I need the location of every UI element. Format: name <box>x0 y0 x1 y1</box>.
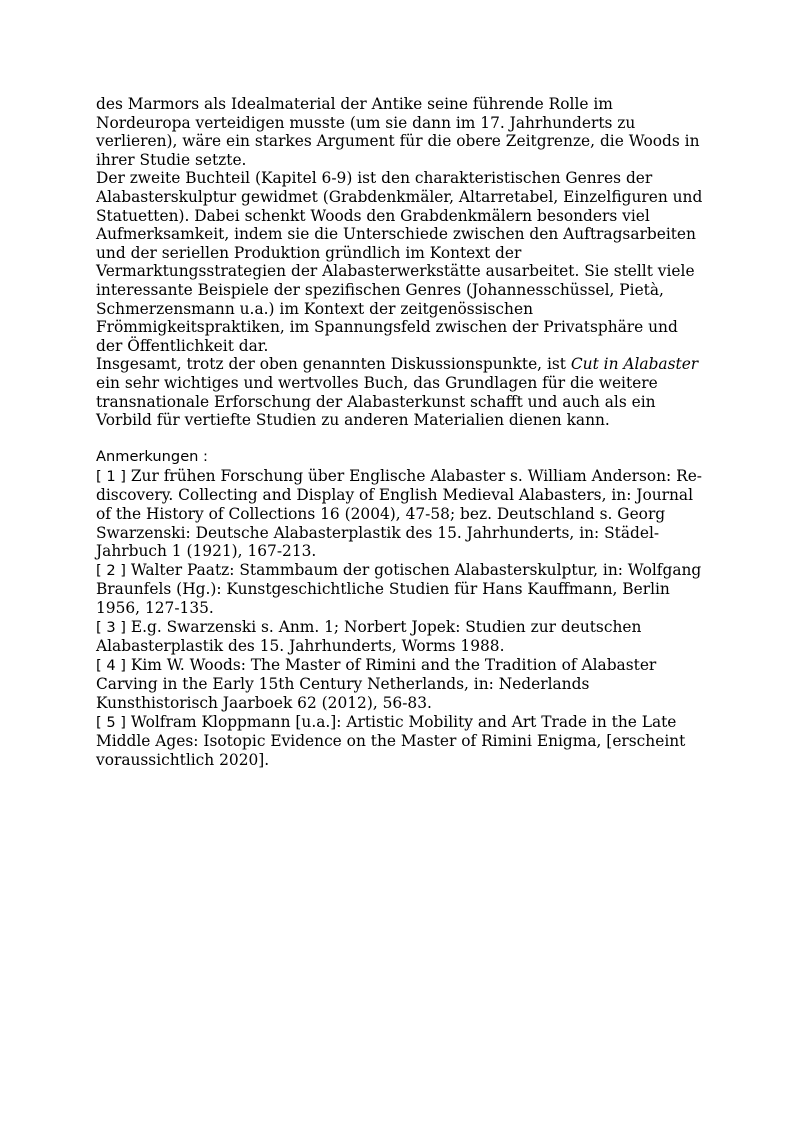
note-5-number: [ 5 ] <box>96 713 126 731</box>
note-2-text: Walter Paatz: Stammbaum der gotischen Alabasterskulptur, in: Wolfgang Braunfels (Hg.): Kunstgeschichtliche Studien für Hans Kauffmann, Berlin 1956, 127-135. <box>96 560 702 618</box>
note-2 <box>96 561 708 618</box>
section-spacer <box>96 430 708 449</box>
note-1 <box>96 467 708 561</box>
note-3 <box>96 618 708 656</box>
notes-heading: Anmerkungen : <box>96 448 208 466</box>
document-page <box>96 95 708 769</box>
book-title-italic: Cut in Alabaster <box>570 355 699 374</box>
paragraph-3-text-start: Insgesamt, trotz der oben genannten Diskussionspunkte, ist <box>96 355 571 374</box>
note-5 <box>96 713 708 770</box>
note-4-number: [ 4 ] <box>96 656 126 674</box>
note-5-text: Wolfram Kloppmann [u.a.]: Artistic Mobility and Art Trade in the Late Middle Ages: Isotopic Evidence on the Master of Rimini Enigma, [erscheint voraussichtlich 2020]. <box>96 712 686 769</box>
note-3-number: [ 3 ] <box>96 618 126 636</box>
note-3-text: E.g. Swarzenski s. Anm. 1; Norbert Jopek: Studien zur deutschen Alabasterplastik des 15. Jahrhunderts, Worms 1988. <box>96 617 642 656</box>
body-paragraph-1: des Marmors als Idealmaterial der Antike seine führende Rolle im Nordeuropa verteidigen musste (um sie dann im 17. Jahrhunderts zu verlieren), wäre ein starkes Argument für die obere Zeitgrenze, die Woods in ihrer Studie setzte. <box>96 95 700 169</box>
paragraph-3-text-end: ein sehr wichtiges und wertvolles Buch, das Grundlagen für die weitere transnationale Erforschung der Alabasterkunst schafft und auch als ein Vorbild für vertiefte Studien zu anderen Materialien dienen kann. <box>96 373 658 430</box>
note-1-text: Zur frühen Forschung über Englische Alabaster s. William Anderson: Re-discovery. Collecting and Display of English Medieval Alabasters, in: Journal of the History of Collections 16 (2004), 47-58; bez. Deutschland s. Georg Swarzenski: Deutsche Alabasterplastik des 15. Jahrhunderts, in: Städel-Jahrbuch 1 (1921), 167-213. <box>96 466 703 561</box>
body-paragraph-2: Der zweite Buchteil (Kapitel 6-9) ist den charakteristischen Genres der Alabasterskulptur gewidmet (Grabdenkmäler, Altarretabel, Einzelfiguren und Statuetten). Dabei schenkt Woods den Grabdenkmälern besonders viel Aufmerksamkeit, indem sie die Unterschiede zwischen den Auftragsarbeiten und der seriellen Produktion gründlich im Kontext der Vermarktungsstrategien der Alabasterwerkstätte ausarbeitet. Sie stellt viele interessante Beispiele der spezifischen Genres (Johannesschüssel, Pietà, Schmerzensmann u.a.) im Kontext der zeitgenössischen Frömmigkeitspraktiken, im Spannungsfeld zwischen der Privatsphäre und der Öffentlichkeit dar. <box>96 169 703 355</box>
note-4-text: Kim W. Woods: The Master of Rimini and the Tradition of Alabaster Carving in the Early 15th Century Netherlands, in: Nederlands Kunsthistorisch Jaarboek 62 (2012), 56-83. <box>96 655 657 712</box>
body-paragraph-3 <box>96 355 708 429</box>
note-2-number: [ 2 ] <box>96 561 126 579</box>
note-1-number: [ 1 ] <box>96 467 126 485</box>
note-4 <box>96 656 708 713</box>
